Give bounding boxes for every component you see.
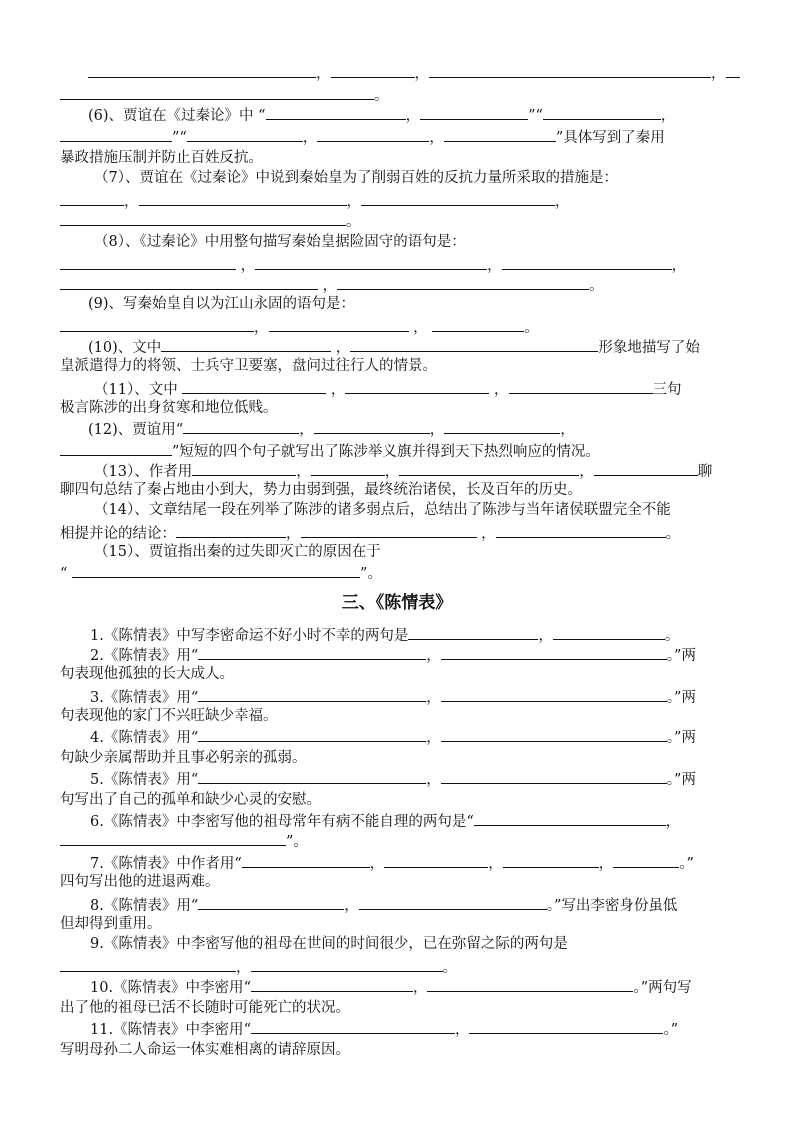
answer-blank[interactable] (72, 562, 360, 578)
answer-blank[interactable] (301, 522, 477, 538)
answer-blank[interactable] (350, 336, 598, 352)
answer-blank[interactable] (182, 378, 326, 394)
s3-question-8-line2: 但却得到重用。 (60, 916, 162, 932)
answer-blank[interactable] (317, 126, 429, 142)
answer-blank[interactable] (311, 460, 385, 476)
answer-blank[interactable] (503, 852, 599, 868)
s3-question-11-line2: 写明母孙二人命运一体实难相离的请辞原因。 (60, 1042, 350, 1058)
answer-blank[interactable] (429, 62, 711, 78)
answer-blank[interactable] (408, 624, 538, 640)
question-9-line2: ， ， 。 (60, 316, 736, 336)
answer-blank[interactable] (441, 726, 667, 742)
answer-blank[interactable] (420, 104, 528, 120)
question-10: (10)、文中 ， 形象地描写了始 (60, 336, 736, 356)
question-6-line2: ”“ ， ， ”具体写到了秦用 (60, 126, 736, 146)
question-13: （13）、作者用 ， ， ， 聊 (60, 460, 736, 480)
answer-blank[interactable] (60, 254, 236, 270)
answer-blank[interactable] (176, 522, 286, 538)
answer-blank[interactable] (242, 852, 370, 868)
question-8-line3: ， 。 (60, 274, 736, 294)
fill-line: ， ， ， (60, 62, 736, 82)
answer-blank[interactable] (60, 274, 318, 290)
section-title: 三、《陈情表》 (341, 593, 453, 613)
answer-blank[interactable] (441, 644, 667, 660)
s3-question-6: 6.《陈情表》中李密写他的祖母常年有病不能自理的两句是“ ， (60, 810, 736, 830)
answer-blank[interactable] (441, 768, 667, 784)
answer-blank[interactable] (345, 378, 489, 394)
s3-question-3: 3.《陈情表》用“ ， 。”两 (60, 686, 736, 706)
answer-blank[interactable] (444, 418, 560, 434)
answer-blank[interactable] (361, 190, 555, 206)
question-7: （7）、贾谊在《过秦论》中说到秦始皇为了削弱百姓的反抗力量所采取的措施是： (94, 170, 618, 186)
answer-blank[interactable] (427, 976, 633, 992)
answer-blank[interactable] (266, 104, 406, 120)
answer-blank[interactable] (509, 378, 653, 394)
answer-blank[interactable] (187, 126, 303, 142)
question-6-line3: 暴政措施压制并防止百姓反抗。 (60, 150, 263, 166)
answer-blank[interactable] (384, 852, 488, 868)
s3-question-3-line2: 句表现他的家门不兴旺缺少幸福。 (60, 708, 278, 724)
question-11: （11）、文中 ， ， 三句 (60, 378, 736, 398)
s3-question-7: 7.《陈情表》中作者用“ ， ， ， 。” (60, 852, 736, 872)
s3-question-11: 11.《陈情表》中李密用“ ， 。” (60, 1018, 736, 1038)
answer-blank[interactable] (496, 522, 666, 538)
answer-blank[interactable] (269, 316, 409, 332)
s3-question-8: 8.《陈情表》用“ ， 。”写出李密身份虽低 (60, 894, 736, 914)
answer-blank[interactable] (60, 956, 236, 972)
answer-blank[interactable] (594, 460, 698, 476)
s3-question-6-line2: ”。 (60, 830, 736, 850)
question-14: （14）、文章结尾一段在列举了陈涉的诸多弱点后，总结出了陈涉与当年诸侯联盟完全不能 (94, 502, 671, 518)
answer-blank[interactable] (543, 104, 661, 120)
answer-blank[interactable] (198, 686, 426, 702)
answer-blank[interactable] (441, 686, 667, 702)
answer-blank[interactable] (60, 126, 172, 142)
s3-question-9-line2: ， 。 (60, 956, 736, 976)
s3-question-2-line2: 句表现他孤独的长大成人。 (60, 666, 234, 682)
answer-blank[interactable] (337, 274, 589, 290)
answer-blank[interactable] (139, 190, 347, 206)
s3-question-5: 5.《陈情表》用“ ， 。”两 (60, 768, 736, 788)
answer-blank[interactable] (60, 440, 172, 456)
answer-blank[interactable] (198, 768, 426, 784)
question-10-line2: 皇派遣得力的将领、士兵守卫要塞，盘问过往行人的情景。 (60, 358, 437, 374)
answer-blank[interactable] (60, 830, 286, 846)
s3-question-9: 9.《陈情表》中李密写他的祖母在世间的时间很少，已在弥留之际的两句是 (90, 936, 568, 952)
answer-blank[interactable] (314, 418, 430, 434)
answer-blank[interactable] (726, 62, 740, 78)
question-14-line2: 相提并论的结论： ， ， 。 (60, 522, 736, 542)
answer-blank[interactable] (161, 336, 331, 352)
answer-blank[interactable] (255, 254, 487, 270)
question-7-line2: ， ， ， (60, 190, 736, 210)
answer-blank[interactable] (444, 126, 556, 142)
question-12: (12)、贾谊用“ ， ， ， (60, 418, 736, 438)
answer-blank[interactable] (198, 726, 426, 742)
answer-blank[interactable] (198, 894, 344, 910)
question-7-line3: 。 (60, 210, 736, 230)
answer-blank[interactable] (60, 316, 254, 332)
question-11-line2: 极言陈涉的出身贫寒和地位低贱。 (60, 400, 278, 416)
answer-blank[interactable] (183, 418, 299, 434)
s3-question-10-line2: 出了他的祖母已活不长随时可能死亡的状况。 (60, 1000, 350, 1016)
answer-blank[interactable] (88, 62, 316, 78)
answer-blank[interactable] (60, 190, 124, 206)
question-12-line2: ”短短的四个句子就写出了陈涉举义旗并得到天下热烈响应的情况。 (60, 440, 736, 460)
answer-blank[interactable] (251, 1018, 455, 1034)
answer-blank[interactable] (399, 460, 579, 476)
s3-question-4: 4.《陈情表》用“ ， 。”两 (60, 726, 736, 746)
question-15-line2: “ ”。 (60, 562, 736, 582)
s3-question-1: 1.《陈情表》中写李密命运不好小时不幸的两句是 ， 。 (60, 624, 736, 644)
question-8-line2: ， ， ， (60, 254, 736, 274)
question-8: （8）、《过秦论》中用整句描写秦始皇据险固守的语句是： (94, 234, 466, 250)
answer-blank[interactable] (251, 956, 443, 972)
question-6: (6)、贾谊在《过秦论》中 “ ， ”“ ， (60, 104, 736, 124)
answer-blank[interactable] (553, 624, 665, 640)
answer-blank[interactable] (474, 810, 666, 826)
s3-question-7-line2: 四句写出他的进退两难。 (60, 874, 220, 890)
s3-question-4-line2: 句缺少亲属帮助并且事必躬亲的孤弱。 (60, 750, 307, 766)
answer-blank[interactable] (251, 976, 413, 992)
answer-blank[interactable] (60, 84, 374, 100)
answer-blank[interactable] (60, 210, 346, 226)
fill-line: 。 (60, 84, 736, 104)
answer-blank[interactable] (469, 1018, 663, 1034)
answer-blank[interactable] (502, 254, 672, 270)
s3-question-5-line2: 句写出了自己的孤单和缺少心灵的安慰。 (60, 792, 321, 808)
question-13-line2: 聊四句总结了秦占地由小到大，势力由弱到强，最终统治诸侯，长及百年的历史。 (60, 482, 582, 498)
answer-blank[interactable] (359, 894, 547, 910)
answer-blank[interactable] (331, 62, 415, 78)
s3-question-2: 2.《陈情表》用“ ， 。”两 (60, 644, 736, 664)
answer-blank[interactable] (432, 316, 524, 332)
answer-blank[interactable] (198, 644, 426, 660)
s3-question-10: 10.《陈情表》中李密用“ ， 。”两句写 (60, 976, 736, 996)
answer-blank[interactable] (613, 852, 679, 868)
question-15: （15）、贾谊指出秦的过失即灭亡的原因在于 (94, 544, 381, 560)
question-9: (9)、写秦始皇自以为江山永固的语句是： (88, 296, 356, 312)
answer-blank[interactable] (192, 460, 296, 476)
